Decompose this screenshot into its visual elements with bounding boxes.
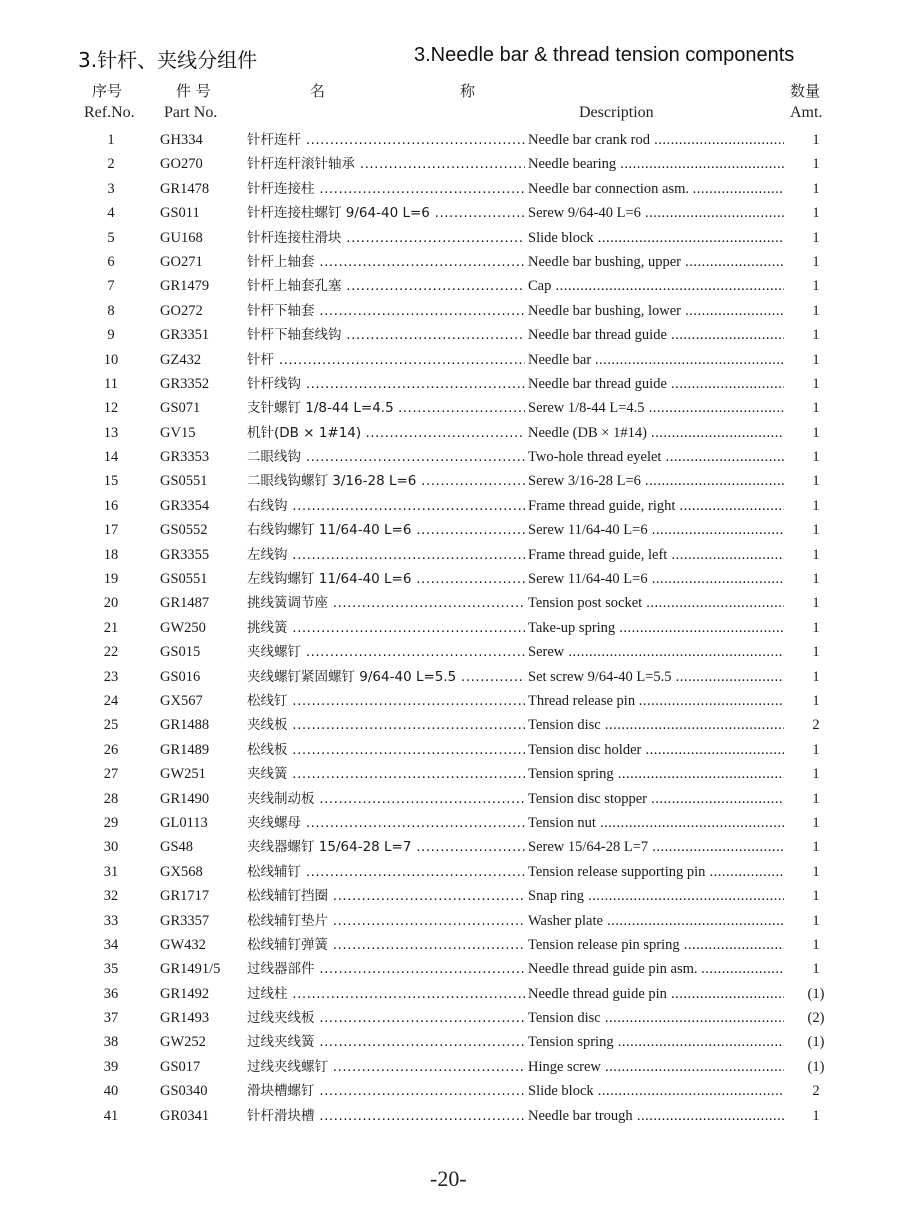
part-no: GR1490 [160, 790, 210, 807]
part-no: GR3354 [160, 497, 210, 514]
table-row [0, 860, 900, 884]
ref-no: 30 [103, 839, 119, 856]
description-en: Washer plate ..... [528, 909, 784, 933]
ref-no: 10 [103, 351, 119, 368]
amount: 1 [812, 253, 820, 270]
part-no: GS015 [160, 644, 201, 661]
part-no: GR1489 [160, 741, 210, 758]
description-en: Needle bar ..... [528, 348, 784, 372]
ref-no: 20 [103, 595, 119, 612]
ref-no: 15 [103, 473, 119, 490]
part-no: GO270 [160, 156, 203, 173]
part-no: GS071 [160, 400, 201, 417]
table-row [0, 396, 900, 420]
description-en: Tension release pin spring ..... [528, 933, 784, 957]
name-cn: 右线钩 ..... [247, 494, 525, 518]
amount: 1 [812, 863, 820, 880]
table-row [0, 835, 900, 859]
part-no: GS0340 [160, 1083, 208, 1100]
name-cn: 夹线螺母 ..... [247, 811, 525, 835]
table-row [0, 518, 900, 542]
name-cn: 夹线螺钉紧固螺钉 9/64-40 L=5.5 ..... [247, 665, 525, 689]
name-cn: 过线夹线簧 ..... [247, 1030, 525, 1054]
description-en: Needle bar trough ..... [528, 1104, 784, 1128]
ref-no: 11 [104, 375, 118, 392]
part-no: GR0341 [160, 1107, 210, 1124]
description-en: Set screw 9/64-40 L=5.5 ..... [528, 665, 784, 689]
amount: (1) [807, 1058, 825, 1075]
description-en: Slide block ..... [528, 226, 784, 250]
amount: 1 [812, 156, 820, 173]
amount: 1 [812, 595, 820, 612]
ref-no: 29 [103, 814, 119, 831]
ref-no: 34 [103, 936, 119, 953]
amount: (1) [807, 985, 825, 1002]
part-no: GR3355 [160, 546, 210, 563]
description-en: Snap ring ..... [528, 884, 784, 908]
table-row [0, 884, 900, 908]
ref-no: 25 [103, 717, 119, 734]
amount: 1 [812, 180, 820, 197]
table-row [0, 1006, 900, 1030]
ref-no: 33 [103, 912, 119, 929]
name-cn: 左线钩 ..... [247, 543, 525, 567]
name-cn: 松线辅钉挡圈 ..... [247, 884, 525, 908]
ref-no: 36 [103, 985, 119, 1002]
description-en: Hinge screw ..... [528, 1055, 784, 1079]
description-en: Tension spring ..... [528, 1030, 784, 1054]
name-cn: 夹线板 ..... [247, 713, 525, 737]
table-row [0, 689, 900, 713]
part-no: GO271 [160, 253, 203, 270]
amount: (1) [807, 1034, 825, 1051]
ref-no: 12 [103, 400, 119, 417]
name-cn: 针杆 ..... [247, 348, 525, 372]
name-cn: 夹线簧 ..... [247, 762, 525, 786]
description-en: Tension post socket ..... [528, 591, 784, 615]
table-row [0, 201, 900, 225]
header-name-cn-1: 名 [310, 82, 326, 100]
description-en: Cap ..... [528, 274, 784, 298]
part-no: GS017 [160, 1058, 201, 1075]
description-en: Serew 9/64-40 L=6 ..... [528, 201, 784, 225]
amount: 1 [812, 912, 820, 929]
amount: 1 [812, 644, 820, 661]
description-en: Needle bar thread guide ..... [528, 372, 784, 396]
name-cn: 过线夹线板 ..... [247, 1006, 525, 1030]
amount: 1 [812, 497, 820, 514]
name-cn: 夹线螺钉 ..... [247, 640, 525, 664]
description-en: Needle bar bushing, lower ..... [528, 299, 784, 323]
table-row [0, 909, 900, 933]
part-no: GW252 [160, 1034, 206, 1051]
amount: 1 [812, 546, 820, 563]
amount: 1 [812, 400, 820, 417]
amount: 1 [812, 692, 820, 709]
table-row [0, 274, 900, 298]
part-no: GS011 [160, 205, 200, 222]
section-title-en: 3.Needle bar & thread tension components [414, 44, 795, 66]
amount: 1 [812, 375, 820, 392]
amount: 2 [812, 1083, 820, 1100]
name-cn: 针杆下轴套 ..... [247, 299, 525, 323]
description-en: Needle bearing ..... [528, 152, 784, 176]
header-amt-cn: 数量 [790, 82, 821, 100]
amount: 1 [812, 790, 820, 807]
table-row [0, 323, 900, 347]
part-no: GX568 [160, 863, 203, 880]
section-title-cn: 3.针杆、夹线分组件 [78, 48, 258, 72]
amount: 1 [812, 327, 820, 344]
amount: 1 [812, 741, 820, 758]
part-no: GZ432 [160, 351, 202, 368]
table-row [0, 713, 900, 737]
ref-no: 3 [107, 180, 115, 197]
ref-no: 27 [103, 766, 119, 783]
description-en: Serew 11/64-40 L=6 ..... [528, 567, 784, 591]
description-en: Serew 3/16-28 L=6 ..... [528, 469, 784, 493]
amount: (2) [807, 1010, 825, 1027]
table-row [0, 982, 900, 1006]
part-no: GU168 [160, 229, 203, 246]
ref-no: 14 [103, 449, 119, 466]
amount: 1 [812, 132, 820, 148]
part-no: GR1487 [160, 595, 210, 612]
amount: 1 [812, 668, 820, 685]
ref-no: 2 [107, 156, 115, 173]
amount: 1 [812, 351, 820, 368]
name-cn: 针杆连接柱滑块 ..... [247, 226, 525, 250]
amount: 2 [812, 717, 820, 734]
table-row [0, 152, 900, 176]
ref-no: 4 [107, 205, 115, 222]
table-row [0, 762, 900, 786]
description-en: Needle bar crank rod ..... [528, 128, 784, 152]
amount: 1 [812, 839, 820, 856]
description-en: Slide block ..... [528, 1079, 784, 1103]
description-en: Tension spring ..... [528, 762, 784, 786]
part-no: GL0113 [160, 814, 208, 831]
name-cn: 过线夹线螺钉 ..... [247, 1055, 525, 1079]
ref-no: 38 [103, 1034, 119, 1051]
description-en: Needle bar connection asm. ..... [528, 177, 784, 201]
part-no: GS48 [160, 839, 194, 856]
table-row [0, 372, 900, 396]
table-row [0, 1079, 900, 1103]
description-en: Needle bar thread guide ..... [528, 323, 784, 347]
name-cn: 针杆连接柱螺钉 9/64-40 L=6 ..... [247, 201, 525, 225]
description-en: Two-hole thread eyelet ..... [528, 445, 784, 469]
ref-no: 21 [103, 619, 119, 636]
amount: 1 [812, 473, 820, 490]
amount: 1 [812, 1107, 820, 1124]
amount: 1 [812, 814, 820, 831]
table-row [0, 494, 900, 518]
name-cn: 针杆连杆滚针轴承 ..... [247, 152, 525, 176]
description-en: Tension disc stopper ..... [528, 787, 784, 811]
amount: 1 [812, 936, 820, 953]
parts-table [0, 128, 900, 1128]
description-en: Serew 1/8-44 L=4.5 ..... [528, 396, 784, 420]
amount: 1 [812, 619, 820, 636]
name-cn: 滑块槽螺钉 ..... [247, 1079, 525, 1103]
part-no: GO272 [160, 302, 203, 319]
part-no: GS0552 [160, 522, 208, 539]
ref-no: 5 [107, 229, 115, 246]
ref-no: 1 [107, 132, 115, 148]
part-no: GR1488 [160, 717, 210, 734]
name-cn: 松线辅钉垫片 ..... [247, 909, 525, 933]
table-row [0, 957, 900, 981]
part-no: GR1717 [160, 888, 210, 905]
header-part-cn: 件 号 [176, 82, 211, 100]
description-en: Needle bar bushing, upper ..... [528, 250, 784, 274]
part-no: GW250 [160, 619, 206, 636]
description-en: Frame thread guide, right ..... [528, 494, 784, 518]
name-cn: 右线钩螺钉 11/64-40 L=6 ..... [247, 518, 525, 542]
amount: 1 [812, 302, 820, 319]
name-cn: 过线器部件 ..... [247, 957, 525, 981]
ref-no: 26 [103, 741, 119, 758]
ref-no: 41 [103, 1107, 119, 1124]
table-row [0, 177, 900, 201]
description-en: Serew 15/64-28 L=7 ..... [528, 835, 784, 859]
name-cn: 夹线制动板 ..... [247, 787, 525, 811]
ref-no: 16 [103, 497, 119, 514]
part-no: GR1491/5 [160, 961, 221, 978]
name-cn: 二眼线钩 ..... [247, 445, 525, 469]
table-row [0, 640, 900, 664]
ref-no: 23 [103, 668, 119, 685]
name-cn: 针杆上轴套孔塞 ..... [247, 274, 525, 298]
ref-no: 8 [107, 302, 115, 319]
amount: 1 [812, 424, 820, 441]
ref-no: 32 [103, 888, 119, 905]
ref-no: 35 [103, 961, 119, 978]
description-en: Needle (DB × 1#14) ..... [528, 421, 784, 445]
description-en: Tension release supporting pin ..... [528, 860, 784, 884]
header-desc-en: Description [579, 104, 654, 121]
ref-no: 13 [103, 424, 119, 441]
part-no: GR3357 [160, 912, 210, 929]
amount: 1 [812, 571, 820, 588]
ref-no: 39 [103, 1058, 119, 1075]
name-cn: 二眼线钩螺钉 3/16-28 L=6 ..... [247, 469, 525, 493]
name-cn: 支针螺钉 1/8-44 L=4.5 ..... [247, 396, 525, 420]
name-cn: 针杆连杆 ..... [247, 128, 525, 152]
description-en: Tension disc ..... [528, 713, 784, 737]
ref-no: 24 [103, 692, 119, 709]
part-no: GV15 [160, 424, 196, 441]
amount: 1 [812, 888, 820, 905]
ref-no: 9 [107, 327, 115, 344]
part-no: GR1478 [160, 180, 210, 197]
header-name-cn-2: 称 [460, 82, 476, 100]
table-row [0, 445, 900, 469]
description-en: Frame thread guide, left ..... [528, 543, 784, 567]
part-no: GS016 [160, 668, 201, 685]
amount: 1 [812, 278, 820, 295]
name-cn: 左线钩螺钉 11/64-40 L=6 ..... [247, 567, 525, 591]
amount: 1 [812, 449, 820, 466]
part-no: GR1479 [160, 278, 210, 295]
part-no: GS0551 [160, 473, 208, 490]
description-en: Needle thread guide pin ..... [528, 982, 784, 1006]
amount: 1 [812, 766, 820, 783]
description-en: Take-up spring ..... [528, 616, 784, 640]
ref-no: 6 [107, 253, 115, 270]
name-cn: 针杆连接柱 ..... [247, 177, 525, 201]
page-number: -20- [430, 1166, 467, 1191]
table-row [0, 348, 900, 372]
table-row [0, 665, 900, 689]
name-cn: 松线辅钉 ..... [247, 860, 525, 884]
name-cn: 针杆滑块槽 ..... [247, 1104, 525, 1128]
ref-no: 22 [103, 644, 119, 661]
ref-no: 37 [103, 1010, 119, 1027]
description-en: Thread release pin ..... [528, 689, 784, 713]
ref-no: 17 [103, 522, 119, 539]
name-cn: 挑线簧调节座 ..... [247, 591, 525, 615]
name-cn: 机针(DB × 1#14) ..... [247, 421, 525, 445]
table-row [0, 738, 900, 762]
table-row [0, 226, 900, 250]
part-no: GR3353 [160, 449, 210, 466]
table-row [0, 1104, 900, 1128]
part-no: GW432 [160, 936, 206, 953]
header-part-en: Part No. [164, 104, 218, 121]
description-en: Tension nut ..... [528, 811, 784, 835]
table-row [0, 250, 900, 274]
part-no: GR1492 [160, 985, 210, 1002]
name-cn: 夹线器螺钉 15/64-28 L=7 ..... [247, 835, 525, 859]
description-en: Tension disc holder ..... [528, 738, 784, 762]
amount: 1 [812, 205, 820, 222]
amount: 1 [812, 522, 820, 539]
description-en: Needle thread guide pin asm. ..... [528, 957, 784, 981]
header-ref-cn: 序号 [92, 82, 123, 100]
table-row [0, 421, 900, 445]
table-row [0, 1055, 900, 1079]
amount: 1 [812, 961, 820, 978]
description-en: Serew ..... [528, 640, 784, 664]
description-en: Tension disc ..... [528, 1006, 784, 1030]
table-row [0, 787, 900, 811]
table-row [0, 469, 900, 493]
name-cn: 松线辅钉弹簧 ..... [247, 933, 525, 957]
ref-no: 7 [107, 278, 115, 295]
table-row [0, 811, 900, 835]
name-cn: 针杆上轴套 ..... [247, 250, 525, 274]
ref-no: 28 [103, 790, 119, 807]
table-row [0, 128, 900, 152]
header-amt-en: Amt. [790, 104, 823, 121]
part-no: GR3351 [160, 327, 210, 344]
part-no: GH334 [160, 132, 203, 148]
table-row [0, 616, 900, 640]
part-no: GS0551 [160, 571, 208, 588]
name-cn: 松线钉 ..... [247, 689, 525, 713]
name-cn: 过线柱 ..... [247, 982, 525, 1006]
ref-no: 31 [103, 863, 119, 880]
part-no: GR1493 [160, 1010, 210, 1027]
part-no: GW251 [160, 766, 206, 783]
table-row [0, 591, 900, 615]
table-row [0, 567, 900, 591]
table-row [0, 933, 900, 957]
ref-no: 40 [103, 1083, 119, 1100]
name-cn: 针杆下轴套线钩 ..... [247, 323, 525, 347]
ref-no: 19 [103, 571, 119, 588]
name-cn: 松线板 ..... [247, 738, 525, 762]
name-cn: 针杆线钩 ..... [247, 372, 525, 396]
amount: 1 [812, 229, 820, 246]
description-en: Serew 11/64-40 L=6 ..... [528, 518, 784, 542]
table-row [0, 1030, 900, 1054]
table-row [0, 543, 900, 567]
part-no: GR3352 [160, 375, 210, 392]
header-ref-en: Ref.No. [84, 104, 135, 121]
ref-no: 18 [103, 546, 119, 563]
name-cn: 挑线簧 ..... [247, 616, 525, 640]
table-row [0, 299, 900, 323]
part-no: GX567 [160, 692, 203, 709]
